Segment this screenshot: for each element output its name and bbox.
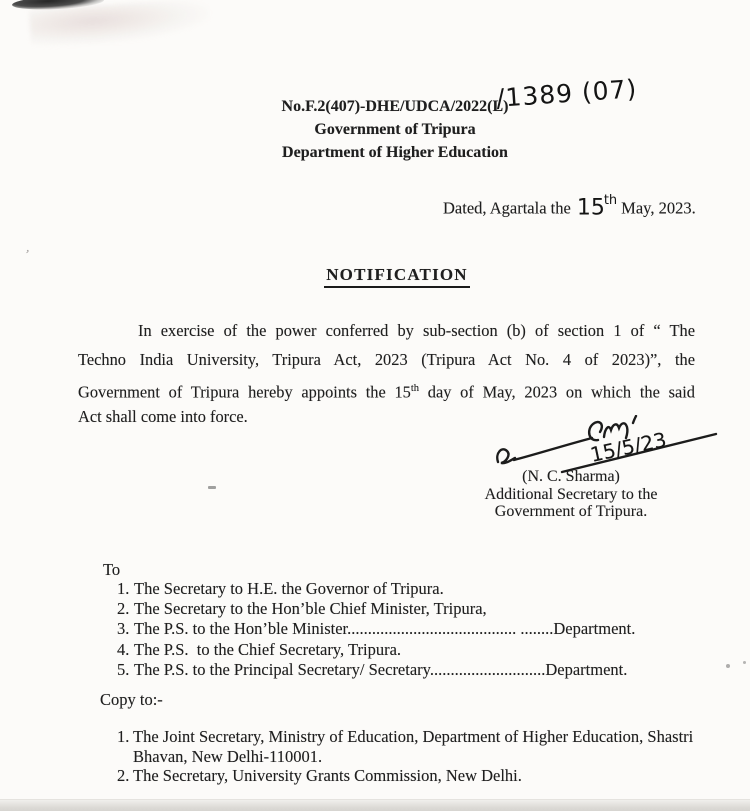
- date-rest: May, 2023.: [621, 198, 696, 218]
- list-item: [103, 660, 635, 680]
- list-item-number: 3.: [117, 619, 130, 639]
- list-item-number: 2.: [117, 766, 130, 785]
- list-item: [103, 640, 635, 660]
- handwritten-date: 15th: [576, 193, 618, 221]
- copy-section: [100, 690, 725, 786]
- list-item: [103, 579, 635, 599]
- list-item-text: The Secretary to H.E. the Governor of Tripura.: [134, 579, 444, 598]
- signatory-name: (N. C. Sharma): [522, 468, 620, 485]
- handwritten-dispatch-number: /1389 (07): [495, 74, 639, 113]
- paragraph-line: Techno India University, Tripura Act, 2023 (Tripura Act No. 4 of 2023)”, the: [78, 349, 695, 369]
- signature-handwriting: [492, 415, 722, 479]
- list-item-number: 4.: [117, 639, 130, 659]
- scan-speck: [726, 664, 730, 668]
- department-name: Department of Higher Education: [282, 144, 508, 161]
- list-item-number: 2.: [117, 599, 130, 619]
- date-line: [443, 194, 696, 219]
- signature-handwritten-date: 15/5/23: [588, 427, 669, 467]
- signature-scrawl-top: [589, 422, 602, 440]
- signatory-office: Government of Tripura.: [494, 503, 648, 521]
- title-row: [44, 265, 750, 288]
- addressee-section: [103, 560, 635, 680]
- signature-apostrophe-stroke: [633, 416, 636, 423]
- scan-speck: [743, 661, 746, 664]
- scan-edge-bar: [0, 799, 750, 811]
- government-name: Government of Tripura: [314, 121, 476, 138]
- date-prefix: Dated, Agartala the: [443, 198, 571, 218]
- paragraph-line: Act shall come into force.: [78, 407, 248, 427]
- copy-to-label: Copy to:-: [100, 690, 163, 709]
- list-item-number: 1.: [117, 727, 130, 746]
- scan-speck: ’: [22, 247, 31, 264]
- signatory-designation: Additional Secretary to the: [484, 485, 658, 503]
- list-item: [100, 766, 725, 786]
- paragraph-line: Government of Tripura hereby appoints the 15th day of May, 2023 on which the said: [78, 382, 695, 402]
- signature-connector-stroke: [514, 438, 592, 460]
- reference-number: No.F.2(407)-DHE/UDCA/2022(L): [281, 98, 509, 115]
- scan-speck: [208, 486, 216, 489]
- list-item-text: The P.S. to the Principal Secretary/ Secretary............................Department.: [134, 659, 628, 679]
- page-title: NOTIFICATION: [324, 265, 470, 288]
- list-item: [103, 619, 635, 639]
- list-item: [103, 599, 635, 619]
- to-list: [103, 579, 635, 680]
- list-item-text: The Secretary to the Hon’ble Chief Minister, Tripura,: [134, 599, 487, 619]
- reference-number-line: [130, 74, 660, 118]
- copy-to-list: [100, 727, 725, 786]
- letterhead: [130, 74, 660, 164]
- list-item-text: The Secretary, University Grants Commission, New Delhi.: [133, 766, 522, 785]
- paragraph-line: In exercise of the power conferred by sub-section (b) of section 1 of “ The: [138, 321, 695, 340]
- list-item-number: 1.: [117, 579, 130, 598]
- signature-scrawl-left: [497, 449, 515, 463]
- list-item-text: The P.S. to the Chief Secretary, Tripura.: [134, 639, 402, 659]
- list-item: [100, 727, 725, 766]
- to-label: To: [103, 560, 121, 579]
- list-item-number: 5.: [117, 659, 130, 679]
- list-item-text: The Joint Secretary, Ministry of Education, Department of Higher Education, Shastri Bhavan, New Delhi-110001.: [133, 727, 698, 766]
- list-item-text: The P.S. to the Hon’ble Minister......................................... ........Department.: [134, 619, 636, 639]
